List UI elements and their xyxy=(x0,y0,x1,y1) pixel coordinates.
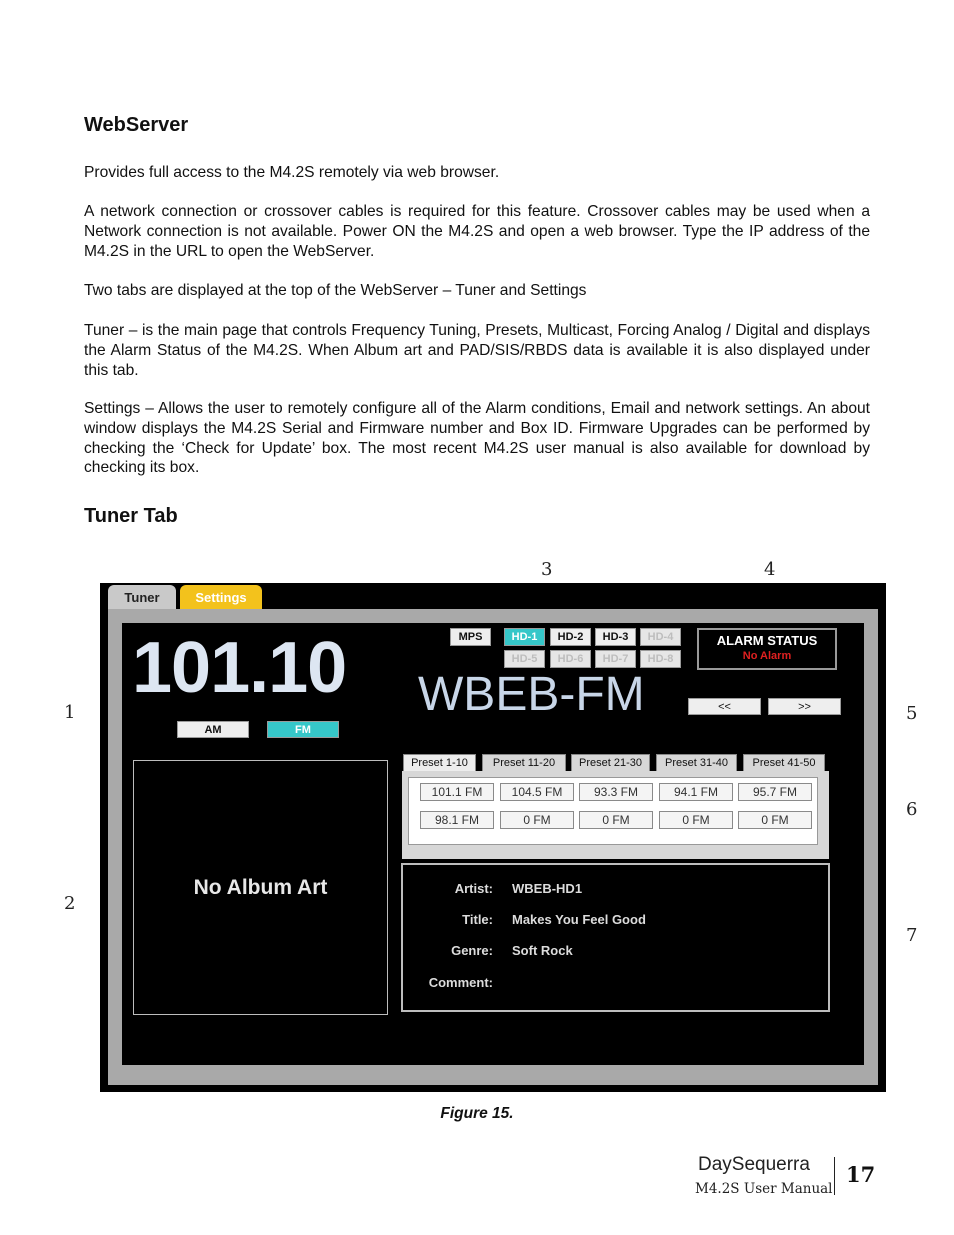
hd6-button[interactable]: HD-6 xyxy=(550,650,591,668)
preset-button-7[interactable]: 0 FM xyxy=(500,811,574,829)
artist-value: WBEB-HD1 xyxy=(512,881,583,896)
comment-label: Comment: xyxy=(428,975,493,990)
preset-button-2[interactable]: 104.5 FM xyxy=(500,783,574,801)
hd5-button[interactable]: HD-5 xyxy=(504,650,545,668)
preset-button-9[interactable]: 0 FM xyxy=(659,811,733,829)
page-number: 17 xyxy=(846,1162,876,1187)
tab-preset-21-30[interactable]: Preset 21-30 xyxy=(571,754,650,772)
alarm-status-value: No Alarm xyxy=(742,650,792,662)
mps-button[interactable]: MPS xyxy=(450,628,491,646)
tab-settings[interactable]: Settings xyxy=(180,585,262,610)
manual-title: M4.2S User Manual xyxy=(695,1181,833,1197)
callout-4: 4 xyxy=(764,559,776,580)
paragraph-tuner: Tuner – is the main page that controls Frequency Tuning, Presets, Multicast, Forcing Analog / Digital and displays the Alarm Status of the M4.2S. When Album art and PAD/SIS/RBDS data is available it is also displayed under this tab. xyxy=(84,322,870,379)
tab-preset-41-50[interactable]: Preset 41-50 xyxy=(743,754,825,772)
callout-3: 3 xyxy=(541,559,553,580)
preset-button-8[interactable]: 0 FM xyxy=(579,811,653,829)
album-art-placeholder: No Album Art xyxy=(193,875,328,899)
hd2-button[interactable]: HD-2 xyxy=(550,628,591,646)
tab-preset-1-10[interactable]: Preset 1-10 xyxy=(403,754,476,772)
callout-2: 2 xyxy=(64,893,76,914)
hd1-button[interactable]: HD-1 xyxy=(504,628,545,646)
tuner-frame xyxy=(108,609,878,1085)
tab-preset-11-20[interactable]: Preset 11-20 xyxy=(482,754,566,772)
preset-button-10[interactable]: 0 FM xyxy=(738,811,812,829)
preset-button-1[interactable]: 101.1 FM xyxy=(420,783,494,801)
preset-button-3[interactable]: 93.3 FM xyxy=(579,783,653,801)
hd3-button[interactable]: HD-3 xyxy=(595,628,636,646)
genre-value: Soft Rock xyxy=(512,943,573,958)
genre-label: Genre: xyxy=(451,943,493,958)
section-heading-tuner-tab: Tuner Tab xyxy=(84,505,178,527)
metadata-panel xyxy=(401,863,830,1012)
preset-button-5[interactable]: 95.7 FM xyxy=(738,783,812,801)
callout-6: 6 xyxy=(906,799,918,820)
preset-button-4[interactable]: 94.1 FM xyxy=(659,783,733,801)
preset-button-6[interactable]: 98.1 FM xyxy=(420,811,494,829)
hd8-button[interactable]: HD-8 xyxy=(640,650,681,668)
seek-back-button[interactable]: << xyxy=(688,698,761,715)
paragraph-tabs: Two tabs are displayed at the top of the WebServer – Tuner and Settings xyxy=(84,282,587,299)
title-value: Makes You Feel Good xyxy=(512,912,646,927)
station-name: WBEB-FM xyxy=(418,668,645,721)
paragraph-network: A network connection or crossover cables is required for this feature. Crossover cables may be used when a Network connection is not available. Power ON the M4.2S and open a web browser. Type the IP address of the M4.2S in the URL to open the WebServer. xyxy=(84,203,870,260)
hd7-button[interactable]: HD-7 xyxy=(595,650,636,668)
tuner-panel xyxy=(122,623,864,1065)
footer-divider xyxy=(834,1157,835,1195)
fm-button[interactable]: FM xyxy=(267,721,339,738)
preset-panel xyxy=(402,771,829,859)
tuner-tab-screenshot xyxy=(100,583,886,1092)
alarm-status-box xyxy=(697,628,837,670)
frequency-display: 101.10 xyxy=(132,628,347,708)
brand-logo: DaySequerra xyxy=(698,1154,810,1175)
paragraph-intro: Provides full access to the M4.2S remotely via web browser. xyxy=(84,164,500,181)
callout-7: 7 xyxy=(906,925,918,946)
album-art-area xyxy=(133,760,388,1015)
title-label: Title: xyxy=(462,912,493,927)
preset-grid xyxy=(408,777,818,845)
section-heading-webserver: WebServer xyxy=(84,114,189,136)
paragraph-settings: Settings – Allows the user to remotely configure all of the Alarm conditions, Email and network settings. An about window displays the M4.2S Serial and Firmware number and Box ID. Firmware Upgrades can be performed by checking the ‘Check for Update’ box. The most recent M4.2S user manual is also available for download by checking its box. xyxy=(84,400,870,477)
callout-1: 1 xyxy=(64,702,76,723)
tab-preset-31-40[interactable]: Preset 31-40 xyxy=(656,754,737,772)
tab-tuner[interactable]: Tuner xyxy=(108,585,176,610)
alarm-status-title: ALARM STATUS xyxy=(716,633,818,648)
figure-caption: Figure 15. xyxy=(440,1105,514,1122)
am-button[interactable]: AM xyxy=(177,721,249,738)
hd4-button[interactable]: HD-4 xyxy=(640,628,681,646)
callout-5: 5 xyxy=(906,703,918,724)
artist-label: Artist: xyxy=(454,881,493,896)
seek-forward-button[interactable]: >> xyxy=(768,698,841,715)
